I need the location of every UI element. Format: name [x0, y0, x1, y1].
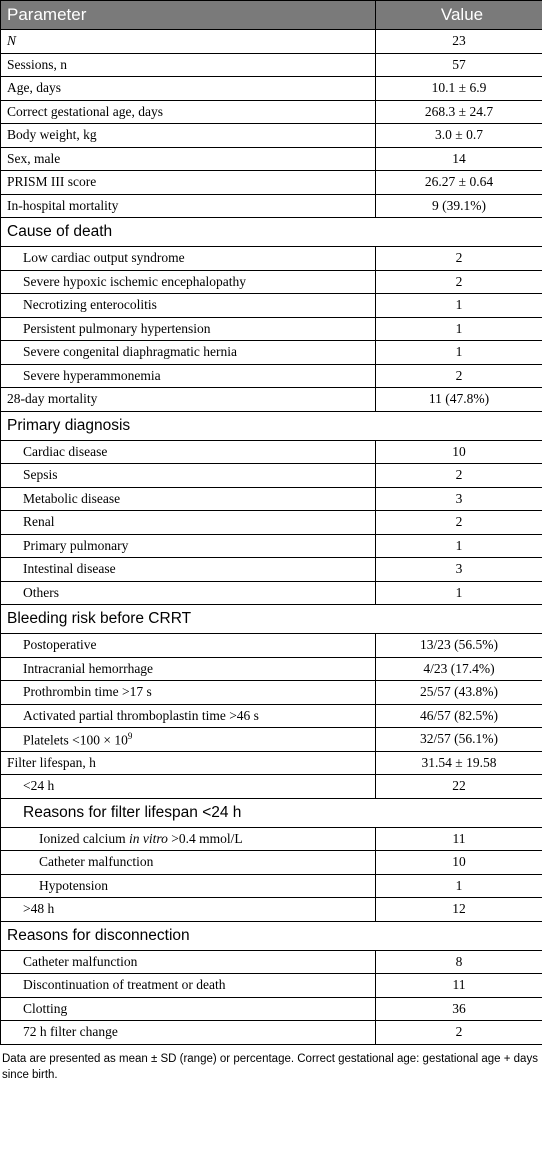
parameter-cell — [1, 77, 376, 101]
table-row — [1, 30, 542, 54]
table-row — [1, 827, 542, 851]
value-cell: 2 — [376, 464, 542, 488]
parameter-label: Severe hypoxic ischemic encephalopathy — [23, 273, 247, 289]
value-cell: 2 — [376, 1021, 542, 1045]
parameter-cell — [1, 997, 376, 1021]
table-row — [1, 171, 542, 195]
value-cell: 4/23 (17.4%) — [376, 657, 542, 681]
value-cell: 13/23 (56.5%) — [376, 634, 542, 658]
parameter-cell — [1, 440, 376, 464]
parameter-label: Renal — [23, 514, 55, 530]
parameter-cell — [1, 341, 376, 365]
parameter-cell — [1, 100, 376, 124]
parameter-label: Body weight, kg — [7, 127, 97, 143]
table-row — [1, 464, 542, 488]
parameter-label: Severe congenital diaphragmatic hernia — [23, 344, 238, 360]
table-row — [1, 341, 542, 365]
table-row — [1, 851, 542, 875]
value-cell: 2 — [376, 270, 542, 294]
parameter-label: Discontinuation of treatment or death — [23, 977, 226, 993]
table-row — [1, 53, 542, 77]
table-row — [1, 317, 542, 341]
section-heading: Reasons for filter lifespan <24 h — [1, 798, 542, 827]
value-cell: 57 — [376, 53, 542, 77]
parameter-label: Correct gestational age, days — [7, 103, 163, 119]
section-row — [1, 921, 542, 950]
section-heading: Bleeding risk before CRRT — [1, 605, 542, 634]
parameter-cell — [1, 681, 376, 705]
parameter-label: Postoperative — [23, 637, 97, 653]
value-cell: 25/57 (43.8%) — [376, 681, 542, 705]
parameter-label: Sepsis — [23, 467, 58, 483]
value-cell: 31.54 ± 19.58 — [376, 751, 542, 775]
parameter-label: N — [7, 33, 17, 49]
section-heading: Primary diagnosis — [1, 411, 542, 440]
parameter-label: PRISM III score — [7, 174, 97, 190]
parameter-label: Age, days — [7, 80, 61, 96]
parameter-label: In-hospital mortality — [7, 197, 119, 213]
section-heading: Cause of death — [1, 218, 542, 247]
table-row — [1, 581, 542, 605]
value-cell: 9 (39.1%) — [376, 194, 542, 218]
value-cell: 1 — [376, 341, 542, 365]
table-row — [1, 558, 542, 582]
value-cell: 1 — [376, 534, 542, 558]
table-row — [1, 974, 542, 998]
parameter-label: Necrotizing enterocolitis — [23, 297, 157, 313]
parameter-cell — [1, 53, 376, 77]
table-row — [1, 1021, 542, 1045]
table-row — [1, 511, 542, 535]
parameter-label-suffix: >0.4 mmol/L — [167, 830, 243, 846]
parameter-cell — [1, 247, 376, 271]
table-row — [1, 100, 542, 124]
parameter-label: Primary pulmonary — [23, 537, 129, 553]
value-cell: 14 — [376, 147, 542, 171]
header-row — [1, 1, 542, 30]
table-row — [1, 364, 542, 388]
parameter-cell — [1, 464, 376, 488]
value-cell: 36 — [376, 997, 542, 1021]
parameter-cell — [1, 558, 376, 582]
parameter-label: Severe hyperammonemia — [23, 367, 161, 383]
value-cell: 1 — [376, 294, 542, 318]
table-row — [1, 997, 542, 1021]
parameter-label: Prothrombin time >17 s — [23, 684, 152, 700]
value-cell: 1 — [376, 317, 542, 341]
parameter-label: Platelets <100 × 10 — [23, 732, 128, 747]
table-row — [1, 388, 542, 412]
table-row — [1, 950, 542, 974]
value-cell: 1 — [376, 874, 542, 898]
parameter-label: Activated partial thromboplastin time >46 s — [23, 707, 259, 723]
section-row — [1, 605, 542, 634]
parameter-cell — [1, 898, 376, 922]
parameter-label: Cardiac disease — [23, 443, 108, 459]
value-cell: 10 — [376, 440, 542, 464]
parameter-cell — [1, 294, 376, 318]
parameter-cell — [1, 511, 376, 535]
value-cell: 10.1 ± 6.9 — [376, 77, 542, 101]
parameter-cell — [1, 950, 376, 974]
table-row — [1, 270, 542, 294]
parameter-label: Ionized calcium — [39, 830, 129, 846]
parameter-label: >48 h — [23, 901, 55, 917]
value-cell: 2 — [376, 247, 542, 271]
table-row — [1, 147, 542, 171]
parameter-cell — [1, 704, 376, 728]
value-cell: 11 (47.8%) — [376, 388, 542, 412]
parameter-cell — [1, 124, 376, 148]
value-cell: 3 — [376, 558, 542, 582]
parameter-cell — [1, 487, 376, 511]
table-row — [1, 874, 542, 898]
value-cell: 11 — [376, 827, 542, 851]
value-cell: 46/57 (82.5%) — [376, 704, 542, 728]
parameter-label: Low cardiac output syndrome — [23, 250, 185, 266]
value-cell: 3.0 ± 0.7 — [376, 124, 542, 148]
parameter-label: Catheter malfunction — [23, 953, 138, 969]
parameter-cell — [1, 634, 376, 658]
parameter-superscript: 9 — [127, 730, 133, 741]
parameter-cell — [1, 827, 376, 851]
parameter-label: Hypotension — [39, 877, 108, 893]
table-row — [1, 124, 542, 148]
parameter-label: Filter lifespan, h — [7, 754, 96, 770]
parameter-label: Others — [23, 584, 59, 600]
value-cell: 3 — [376, 487, 542, 511]
parameter-label-italic: in vitro — [128, 830, 168, 846]
table-row — [1, 440, 542, 464]
parameter-cell — [1, 194, 376, 218]
value-cell: 26.27 ± 0.64 — [376, 171, 542, 195]
value-cell: 1 — [376, 581, 542, 605]
parameter-label: Persistent pulmonary hypertension — [23, 320, 211, 336]
table-body — [1, 30, 542, 1045]
parameter-label: Clotting — [23, 1000, 68, 1016]
parameter-cell — [1, 388, 376, 412]
table-row — [1, 681, 542, 705]
parameter-cell — [1, 874, 376, 898]
section-row — [1, 411, 542, 440]
table-row — [1, 657, 542, 681]
parameter-cell — [1, 270, 376, 294]
value-cell: 23 — [376, 30, 542, 54]
parameter-cell — [1, 30, 376, 54]
header-value: Value — [376, 1, 542, 30]
parameter-label: Catheter malfunction — [39, 854, 154, 870]
table-footnote: Data are presented as mean ± SD (range) or percentage. Correct gestational age: gestational age + days since birth. — [2, 1052, 538, 1081]
table-row — [1, 247, 542, 271]
parameter-cell — [1, 317, 376, 341]
header-parameter: Parameter — [1, 1, 376, 30]
value-cell: 11 — [376, 974, 542, 998]
parameter-label: 72 h filter change — [23, 1024, 118, 1040]
table-row — [1, 775, 542, 799]
table-row — [1, 898, 542, 922]
section-row — [1, 798, 542, 827]
value-cell: 32/57 (56.1%) — [376, 728, 542, 752]
parameter-label: <24 h — [23, 778, 55, 794]
table-row — [1, 728, 542, 752]
table-row — [1, 751, 542, 775]
value-cell: 2 — [376, 511, 542, 535]
table-row — [1, 487, 542, 511]
parameter-cell — [1, 171, 376, 195]
section-heading: Reasons for disconnection — [1, 921, 542, 950]
parameter-cell — [1, 851, 376, 875]
value-cell: 10 — [376, 851, 542, 875]
parameter-cell — [1, 974, 376, 998]
parameter-label: 28-day mortality — [7, 391, 98, 407]
parameter-cell — [1, 581, 376, 605]
parameter-label: Metabolic disease — [23, 490, 121, 506]
parameter-cell — [1, 657, 376, 681]
section-row — [1, 218, 542, 247]
table-row — [1, 294, 542, 318]
parameter-cell — [1, 147, 376, 171]
table-row — [1, 534, 542, 558]
parameter-cell — [1, 1021, 376, 1045]
value-cell: 268.3 ± 24.7 — [376, 100, 542, 124]
value-cell: 12 — [376, 898, 542, 922]
value-cell: 22 — [376, 775, 542, 799]
table-row — [1, 704, 542, 728]
parameter-label: Sex, male — [7, 150, 61, 166]
parameter-cell — [1, 364, 376, 388]
parameter-label: Intestinal disease — [23, 561, 116, 577]
value-cell: 2 — [376, 364, 542, 388]
table-row — [1, 77, 542, 101]
table-row — [1, 634, 542, 658]
table-row — [1, 194, 542, 218]
parameter-cell — [1, 775, 376, 799]
parameter-label: Intracranial hemorrhage — [23, 660, 154, 676]
parameter-label: Sessions, n — [7, 56, 68, 72]
value-cell: 8 — [376, 950, 542, 974]
parameter-cell — [1, 728, 376, 752]
parameter-cell — [1, 751, 376, 775]
parameter-cell — [1, 534, 376, 558]
